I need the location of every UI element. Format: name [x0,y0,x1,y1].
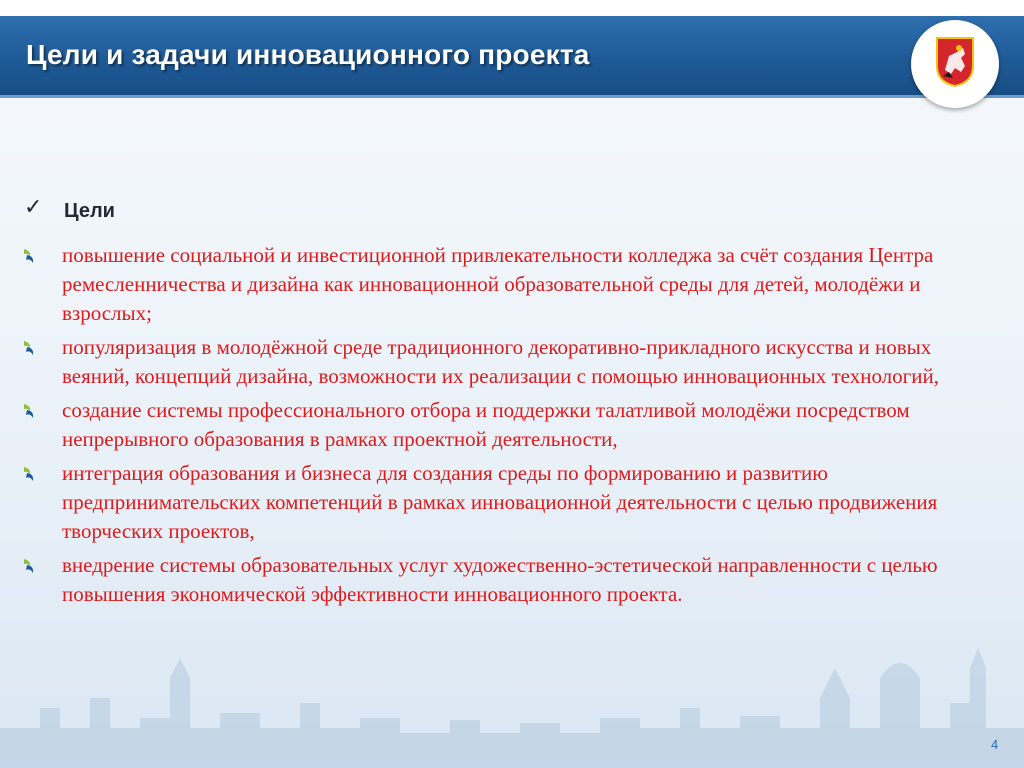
city-skyline-decoration [0,608,1024,768]
list-item [22,459,982,546]
list-item [22,396,982,454]
section-title: Цели [64,200,115,222]
goal-text: интеграция образования и бизнеса для создания среды по формированию и развитию предпринимательских компетенций в рамках инновационной деятельности с целью продвижения творческих проектов, [62,461,938,543]
goal-text: популяризация в молодёжной среде традиционного декоративно-прикладного искусства и новых веяний, концепций дизайна, возможности их реализации с помощью инновационных технологий, [62,335,939,388]
goal-text: повышение социальной и инвестиционной привлекательности колледжа за счёт создания Центра ремесленничества и дизайна как инновационной образовательной среды для детей, молодёжи и взрослых; [62,243,934,325]
goal-text: создание системы профессионального отбора и поддержки талатливой молодёжи посредством непрерывного образования в рамках проектной деятельности, [62,398,910,451]
list-item [22,333,982,391]
slide-title: Цели и задачи инновационного проекта [26,39,590,70]
page-number: 4 [991,737,999,752]
moscow-emblem [911,20,999,108]
checkmark-icon: ✓ [24,194,43,219]
top-strip [0,0,1024,16]
bullet-icon [22,403,36,419]
bullet-icon [22,558,36,574]
goal-text: внедрение системы образовательных услуг художественно-эстетической направленности с целью повышения экономической эффективности инновационного проекта. [62,553,938,606]
bullet-icon [22,248,36,264]
goals-list [22,241,982,614]
list-item [22,241,982,328]
list-item [22,551,982,609]
coat-of-arms-icon [935,36,975,88]
bullet-icon [22,340,36,356]
bullet-icon [22,466,36,482]
